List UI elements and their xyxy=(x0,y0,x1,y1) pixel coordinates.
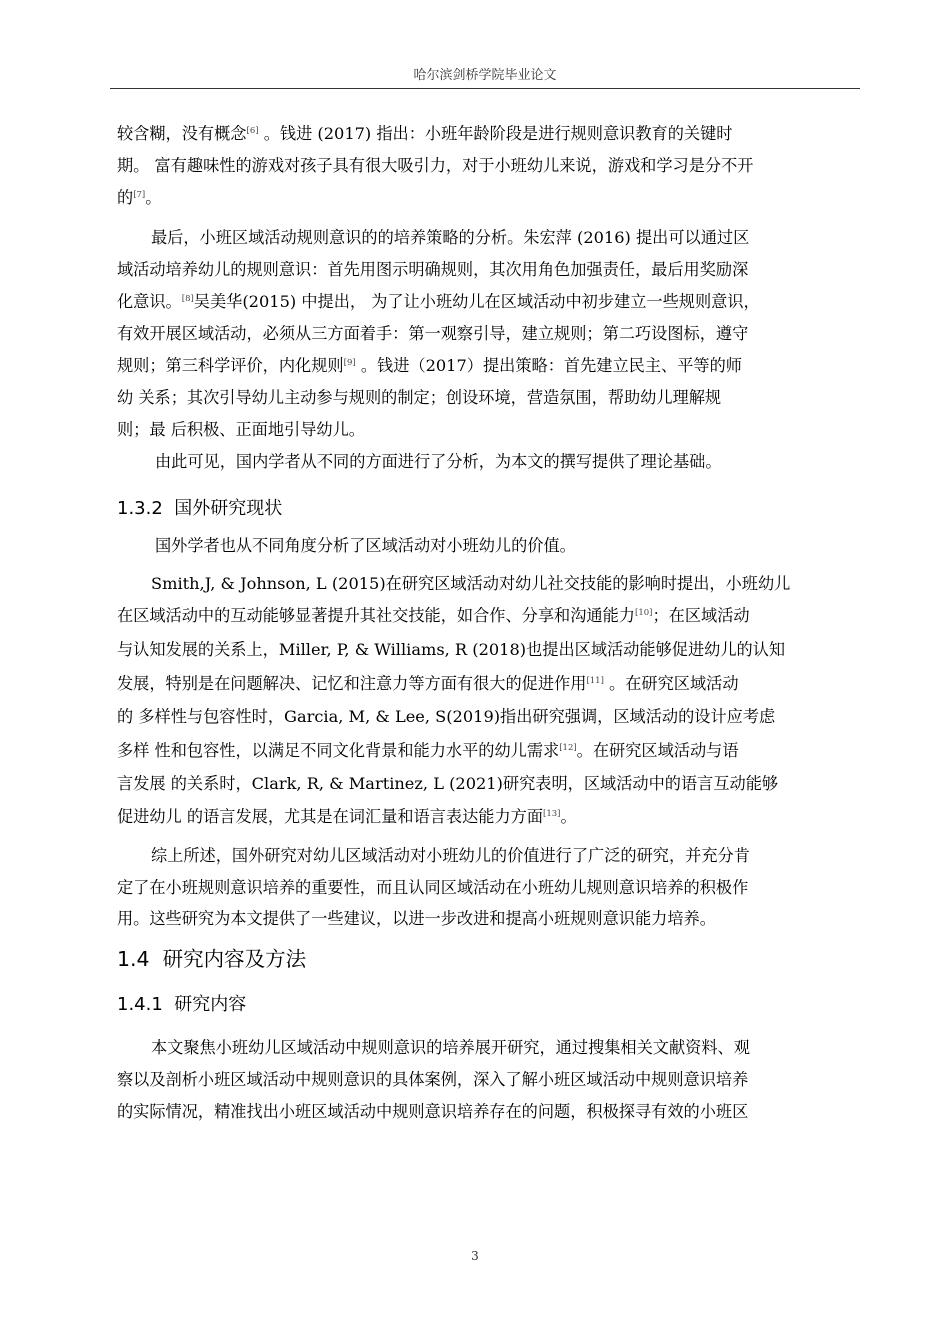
text-span: 。 xyxy=(145,188,162,207)
citation-ref: [10] xyxy=(635,608,653,618)
text-line: 则；最 后积极、正面地引导幼儿。 xyxy=(117,420,365,439)
text-line: 定了在小班规则意识培养的重要性，而且认同区域活动在小班幼儿规则意识培养的积极作 xyxy=(117,878,749,897)
text-line xyxy=(117,807,577,827)
text-line: 察以及剖析小班区域活动中规则意识的具体案例，深入了解小班区域活动中规则意识培养 xyxy=(117,1070,749,1089)
text-line: 最后，小班区域活动规则意识的的培养策略的分析。朱宏萍 (2016) 提出可以通过区 xyxy=(151,228,750,247)
section-heading-1-3-2 xyxy=(117,494,282,520)
text-line: 国外学者也从不同角度分析了区域活动对小班幼儿的价值。 xyxy=(155,536,576,555)
text-span: 。在研究区域活动与语 xyxy=(576,741,739,760)
header-divider xyxy=(110,88,860,89)
text-span: 多样 性和包容性，以满足不同文化背景和能力水平的幼儿需求 xyxy=(117,741,560,760)
citation-ref: [8] xyxy=(181,294,194,304)
section-heading-1-4-1 xyxy=(117,990,246,1016)
text-span: 。在研究区域活动 xyxy=(603,674,739,693)
text-line xyxy=(117,292,760,312)
text-line xyxy=(117,124,733,144)
text-line: 综上所述，国外研究对幼儿区域活动对小班幼儿的价值进行了广泛的研究，并充分肯 xyxy=(151,846,750,865)
text-span: 在区域活动中的互动能够显著提升其社交技能，如合作、分享和沟通能力 xyxy=(117,606,635,625)
section-title: 研究内容 xyxy=(174,994,247,1015)
text-line: 域活动培养幼儿的规则意识：首先用图示明确规则，其次用角色加强责任，最后用奖励深 xyxy=(117,260,749,279)
text-line: 用。这些研究为本文提供了一些建议，以进一步改进和提高小班规则意识能力培养。 xyxy=(117,909,716,928)
text-span: ；在区域活动 xyxy=(652,606,750,625)
text-span: 吴美华(2015) 中提出， 为了让小班幼儿在区域活动中初步建立一些规则意识， xyxy=(193,292,760,311)
text-line: 的 多样性与包容性时，Garcia, M, & Lee, S(2019)指出研究强调，区域活动的设计应考虑 xyxy=(117,707,776,726)
text-line xyxy=(117,606,750,626)
text-span: 。 xyxy=(560,807,577,826)
text-line: 言发展 的关系时，Clark, R, & Martinez, L (2021)研究表明，区域活动中的语言互动能够 xyxy=(117,774,779,793)
text-span: 的 xyxy=(117,188,134,207)
text-line: 期。 富有趣味性的游戏对孩子具有很大吸引力，对于小班幼儿来说，游戏和学习是分不开 xyxy=(117,156,754,175)
text-span: 发展，特别是在问题解决、记忆和注意力等方面有很大的促进作用 xyxy=(117,674,587,693)
text-span: 。钱进 (2017) 指出：小班年龄阶段是进行规则意识教育的关键时 xyxy=(258,124,733,143)
text-line: 与认知发展的关系上，Miller, P, & Williams, R (2018)也提出区域活动能够促进幼儿的认知 xyxy=(117,640,786,659)
section-number: 1.4 xyxy=(117,947,150,971)
citation-ref: [7] xyxy=(133,190,146,200)
text-span: 。钱进（2017）提出策略：首先建立民主、平等的师 xyxy=(355,356,742,375)
text-line xyxy=(117,674,739,694)
citation-ref: [6] xyxy=(246,126,259,136)
text-span: 促进幼儿 的语言发展，尤其是在词汇量和语言表达能力方面 xyxy=(117,807,544,826)
citation-ref: [12] xyxy=(559,743,577,753)
section-number: 1.3.2 xyxy=(117,498,163,519)
text-span: 较含糊，没有概念 xyxy=(117,124,247,143)
text-line xyxy=(117,188,161,208)
text-line: 本文聚焦小班幼儿区域活动中规则意识的培养展开研究，通过搜集相关文献资料、观 xyxy=(151,1038,750,1057)
page-number: 3 xyxy=(471,1249,479,1263)
section-number: 1.4.1 xyxy=(117,994,163,1015)
text-line xyxy=(117,356,742,376)
citation-ref: [13] xyxy=(543,809,561,819)
section-heading-1-4 xyxy=(117,942,306,972)
text-span: 规则；第三科学评价，内化规则 xyxy=(117,356,344,375)
citation-ref: [11] xyxy=(586,676,604,686)
citation-ref: [9] xyxy=(343,358,356,368)
text-span: 化意识。 xyxy=(117,292,182,311)
section-title: 研究内容及方法 xyxy=(162,947,307,971)
section-title: 国外研究现状 xyxy=(174,498,283,519)
page-header: 哈尔滨剑桥学院毕业论文 xyxy=(413,68,557,83)
text-line xyxy=(117,741,739,761)
text-line: 有效开展区域活动，必须从三方面着手：第一观察引导，建立规则；第二巧设图标，遵守 xyxy=(117,324,749,343)
text-line: Smith,J, & Johnson, L (2015)在研究区域活动对幼儿社交技能的影响时提出，小班幼儿 xyxy=(151,574,791,593)
text-line: 的实际情况，精准找出小班区域活动中规则意识培养存在的问题，积极探寻有效的小班区 xyxy=(117,1102,749,1121)
text-line: 幼 关系；其次引导幼儿主动参与规则的制定；创设环境，营造氛围，帮助幼儿理解规 xyxy=(117,388,722,407)
text-line: 由此可见，国内学者从不同的方面进行了分析，为本文的撰写提供了理论基础。 xyxy=(155,452,722,471)
